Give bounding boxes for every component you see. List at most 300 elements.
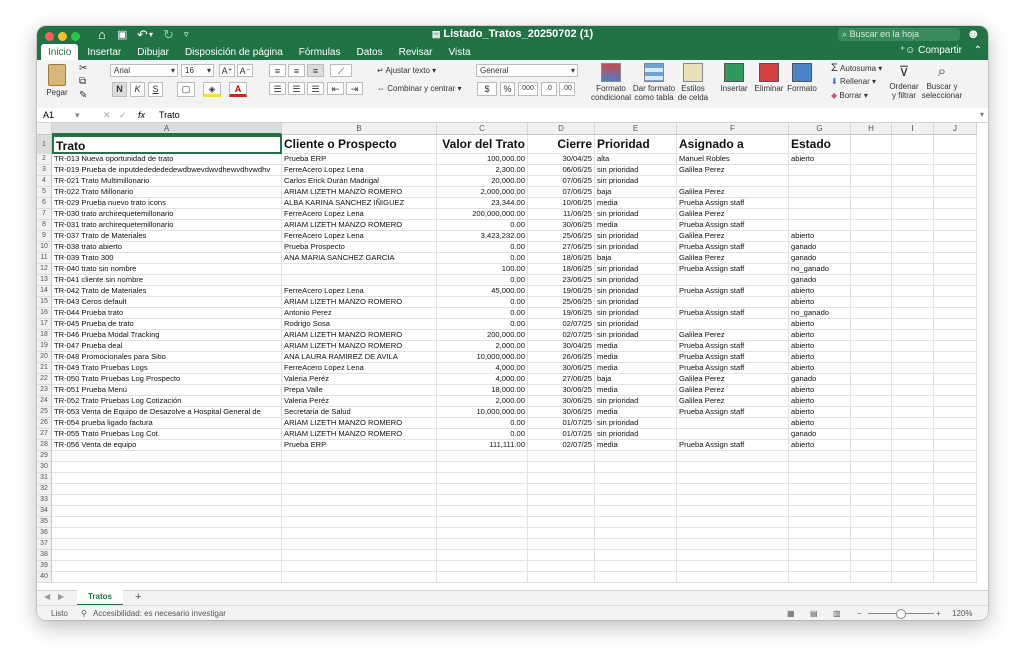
table-cell[interactable]: media: [595, 341, 677, 352]
table-cell[interactable]: abierto: [789, 396, 851, 407]
empty-cell[interactable]: [934, 572, 977, 583]
enter-icon[interactable]: ✓: [119, 110, 127, 120]
table-cell[interactable]: sin prioridad: [595, 231, 677, 242]
empty-cell[interactable]: [851, 187, 892, 198]
empty-cell[interactable]: [892, 220, 934, 231]
empty-cell[interactable]: [892, 198, 934, 209]
empty-cell[interactable]: [437, 550, 528, 561]
table-cell[interactable]: TR-037 Trato de Materiales: [52, 231, 282, 242]
empty-cell[interactable]: [52, 484, 282, 495]
empty-cell[interactable]: [851, 517, 892, 528]
row-header[interactable]: 38: [37, 550, 52, 561]
table-cell[interactable]: Galilea Perez: [677, 374, 789, 385]
table-cell[interactable]: [677, 319, 789, 330]
row-header[interactable]: 10: [37, 242, 52, 253]
fill-color-icon[interactable]: ◈: [203, 82, 221, 97]
empty-cell[interactable]: [437, 451, 528, 462]
empty-cell[interactable]: [789, 451, 851, 462]
table-cell[interactable]: 0.00: [437, 242, 528, 253]
table-cell[interactable]: [789, 209, 851, 220]
empty-cell[interactable]: [282, 550, 437, 561]
row-header[interactable]: 3: [37, 165, 52, 176]
empty-cell[interactable]: [851, 286, 892, 297]
row-header[interactable]: 28: [37, 440, 52, 451]
empty-cell[interactable]: [528, 462, 595, 473]
empty-cell[interactable]: [934, 363, 977, 374]
table-cell[interactable]: 10,000,000.00: [437, 352, 528, 363]
empty-cell[interactable]: [934, 308, 977, 319]
column-header-i[interactable]: I: [892, 123, 934, 135]
empty-cell[interactable]: [892, 363, 934, 374]
empty-cell[interactable]: [851, 275, 892, 286]
empty-cell[interactable]: [851, 539, 892, 550]
paste-button[interactable]: [43, 64, 71, 97]
table-cell[interactable]: [789, 165, 851, 176]
table-cell[interactable]: 0.00: [437, 220, 528, 231]
undo-icon[interactable]: ↶: [137, 27, 148, 42]
table-cell[interactable]: TR-053 Venta de Equipo de Desazolve a Hospital General de: [52, 407, 282, 418]
table-cell[interactable]: FerreAcero Lopez Lena: [282, 165, 437, 176]
table-cell[interactable]: TR-031 trato archirequetemillonario: [52, 220, 282, 231]
empty-cell[interactable]: [437, 572, 528, 583]
table-cell[interactable]: Galilea Perez: [677, 330, 789, 341]
table-cell[interactable]: 20,000.00: [437, 176, 528, 187]
empty-cell[interactable]: [437, 473, 528, 484]
table-cell[interactable]: 23/06/25: [528, 275, 595, 286]
table-cell[interactable]: media: [595, 198, 677, 209]
tab-fórmulas[interactable]: Fórmulas: [298, 47, 341, 58]
table-cell[interactable]: TR-030 trato archirequetemillonario: [52, 209, 282, 220]
table-cell[interactable]: sin prioridad: [595, 396, 677, 407]
table-cell[interactable]: baja: [595, 374, 677, 385]
tab-vista[interactable]: Vista: [448, 47, 471, 58]
row-header[interactable]: 37: [37, 539, 52, 550]
table-cell[interactable]: Prueba Assign staff: [677, 341, 789, 352]
table-cell[interactable]: 07/06/25: [528, 187, 595, 198]
empty-cell[interactable]: [437, 539, 528, 550]
column-header-f[interactable]: F: [677, 123, 789, 135]
formula-input[interactable]: Trato: [159, 110, 180, 120]
zoom-level[interactable]: 120%: [952, 609, 973, 618]
empty-cell[interactable]: [677, 517, 789, 528]
table-cell[interactable]: abierto: [789, 352, 851, 363]
delete-cells-button[interactable]: [752, 63, 786, 93]
row-header[interactable]: 5: [37, 187, 52, 198]
empty-cell[interactable]: [282, 528, 437, 539]
table-cell[interactable]: [677, 429, 789, 440]
empty-cell[interactable]: [528, 561, 595, 572]
empty-cell[interactable]: [892, 275, 934, 286]
table-cell[interactable]: sin prioridad: [595, 209, 677, 220]
row-header[interactable]: 20: [37, 352, 52, 363]
empty-cell[interactable]: [789, 528, 851, 539]
cell-styles-button[interactable]: [675, 63, 711, 102]
empty-cell[interactable]: [934, 264, 977, 275]
empty-cell[interactable]: [677, 528, 789, 539]
table-cell[interactable]: ganado: [789, 374, 851, 385]
table-cell[interactable]: 18/06/25: [528, 264, 595, 275]
row-header[interactable]: 30: [37, 462, 52, 473]
table-cell[interactable]: baja: [595, 253, 677, 264]
font-name-select[interactable]: Arial ▾: [110, 64, 178, 77]
font-size-select[interactable]: 16 ▾: [181, 64, 214, 77]
accessibility-status[interactable]: Accesibilidad: es necesario investigar: [93, 609, 226, 618]
table-cell[interactable]: FerreAcero Lopez Lena: [282, 286, 437, 297]
empty-cell[interactable]: [851, 341, 892, 352]
table-cell[interactable]: TR-044 Prueba trato: [52, 308, 282, 319]
table-cell[interactable]: 30/06/25: [528, 396, 595, 407]
empty-cell[interactable]: [789, 572, 851, 583]
empty-cell[interactable]: [934, 187, 977, 198]
table-cell[interactable]: TR-019 Prueba de inputdededededewdbwevdwvdhewvdhvwdhv: [52, 165, 282, 176]
table-cell[interactable]: TR-042 Trato de Materiales: [52, 286, 282, 297]
empty-cell[interactable]: [892, 253, 934, 264]
row-header[interactable]: 17: [37, 319, 52, 330]
increase-decimal-icon[interactable]: .0: [541, 82, 557, 96]
table-cell[interactable]: 0.00: [437, 275, 528, 286]
empty-cell[interactable]: [595, 462, 677, 473]
table-cell[interactable]: 30/06/25: [528, 385, 595, 396]
table-cell[interactable]: Prueba Assign staff: [677, 264, 789, 275]
table-cell[interactable]: Galilea Perez: [677, 165, 789, 176]
empty-cell[interactable]: [595, 451, 677, 462]
table-cell[interactable]: abierto: [789, 319, 851, 330]
empty-cell[interactable]: [52, 539, 282, 550]
insert-function-button[interactable]: fx: [138, 110, 146, 120]
table-cell[interactable]: TR-043 Ceros default: [52, 297, 282, 308]
table-cell[interactable]: ARIAM LIZETH MANZO ROMERO: [282, 187, 437, 198]
empty-cell[interactable]: [934, 462, 977, 473]
table-cell[interactable]: [789, 187, 851, 198]
table-cell[interactable]: [282, 275, 437, 286]
empty-cell[interactable]: [528, 506, 595, 517]
empty-cell[interactable]: [437, 517, 528, 528]
table-cell[interactable]: 2,000.00: [437, 341, 528, 352]
table-cell[interactable]: TR-045 Prueba de trato: [52, 319, 282, 330]
table-cell[interactable]: TR-039 Trato 300: [52, 253, 282, 264]
empty-cell[interactable]: [528, 528, 595, 539]
empty-cell[interactable]: [677, 572, 789, 583]
column-header-h[interactable]: H: [851, 123, 892, 135]
table-cell[interactable]: sin prioridad: [595, 429, 677, 440]
row-header[interactable]: 14: [37, 286, 52, 297]
tab-dibujar[interactable]: Dibujar: [137, 47, 169, 58]
table-cell[interactable]: Antonio Perez: [282, 308, 437, 319]
table-cell[interactable]: 02/07/25: [528, 330, 595, 341]
empty-cell[interactable]: [892, 429, 934, 440]
empty-cell[interactable]: [851, 165, 892, 176]
table-cell[interactable]: TR-047 Prueba deal: [52, 341, 282, 352]
name-box-dropdown-icon[interactable]: ▾: [75, 110, 80, 120]
empty-cell[interactable]: [892, 517, 934, 528]
table-cell[interactable]: FerreAcero Lopez Lena: [282, 209, 437, 220]
empty-cell[interactable]: [677, 484, 789, 495]
empty-cell[interactable]: [892, 440, 934, 451]
format-as-table-button[interactable]: [632, 63, 676, 102]
empty-cell[interactable]: [934, 561, 977, 572]
empty-cell[interactable]: [789, 539, 851, 550]
empty-cell[interactable]: [677, 550, 789, 561]
header-cell[interactable]: Prioridad: [595, 135, 677, 154]
cut-icon[interactable]: ✂: [79, 63, 88, 74]
table-cell[interactable]: 30/04/25: [528, 341, 595, 352]
format-cells-button[interactable]: [785, 63, 819, 93]
tab-disposición-de-página[interactable]: Disposición de página: [184, 47, 283, 58]
table-cell[interactable]: ARIAM LIZETH MANZO ROMERO: [282, 330, 437, 341]
row-header[interactable]: 18: [37, 330, 52, 341]
tab-inicio[interactable]: Inicio: [41, 44, 78, 62]
table-cell[interactable]: [789, 176, 851, 187]
empty-cell[interactable]: [851, 242, 892, 253]
empty-cell[interactable]: [892, 341, 934, 352]
table-cell[interactable]: 01/07/25: [528, 418, 595, 429]
empty-cell[interactable]: [789, 462, 851, 473]
table-cell[interactable]: 25/06/25: [528, 297, 595, 308]
empty-cell[interactable]: [789, 561, 851, 572]
table-cell[interactable]: Rodrigo Sosa: [282, 319, 437, 330]
row-header[interactable]: 13: [37, 275, 52, 286]
table-cell[interactable]: 30/06/25: [528, 407, 595, 418]
column-header-b[interactable]: B: [282, 123, 437, 135]
empty-cell[interactable]: [851, 154, 892, 165]
thousands-button[interactable]: 000: [518, 82, 538, 96]
table-cell[interactable]: 200,000,000.00: [437, 209, 528, 220]
format-painter-icon[interactable]: ✎: [79, 90, 88, 101]
conditional-format-button[interactable]: [589, 63, 633, 102]
empty-cell[interactable]: [851, 363, 892, 374]
table-cell[interactable]: TR-040 trato sin nombre: [52, 264, 282, 275]
empty-cell[interactable]: [892, 572, 934, 583]
table-cell[interactable]: [677, 176, 789, 187]
table-cell[interactable]: media: [595, 220, 677, 231]
empty-cell[interactable]: [892, 297, 934, 308]
empty-cell[interactable]: [528, 451, 595, 462]
table-cell[interactable]: TR-022 Trato Millonario: [52, 187, 282, 198]
insert-cells-button[interactable]: [717, 63, 751, 93]
empty-cell[interactable]: [789, 517, 851, 528]
table-cell[interactable]: FerreAcero Lopez Lena: [282, 231, 437, 242]
empty-cell[interactable]: [851, 484, 892, 495]
table-cell[interactable]: baja: [595, 187, 677, 198]
table-cell[interactable]: abierto: [789, 231, 851, 242]
empty-cell[interactable]: [934, 253, 977, 264]
empty-cell[interactable]: [892, 242, 934, 253]
table-cell[interactable]: TR-054 prueba ligado factura: [52, 418, 282, 429]
empty-cell[interactable]: [528, 495, 595, 506]
empty-cell[interactable]: [892, 135, 934, 154]
empty-cell[interactable]: [934, 176, 977, 187]
empty-cell[interactable]: [934, 495, 977, 506]
wrap-text-button[interactable]: ↵ Ajustar texto ▾: [377, 66, 437, 75]
empty-cell[interactable]: [892, 451, 934, 462]
italic-button[interactable]: K: [130, 82, 145, 97]
row-header[interactable]: 8: [37, 220, 52, 231]
table-cell[interactable]: TR-049 Trato Pruebas Logs: [52, 363, 282, 374]
align-center-icon[interactable]: ☰: [288, 82, 305, 95]
increase-indent-icon[interactable]: ⇥: [346, 82, 363, 95]
empty-cell[interactable]: [934, 473, 977, 484]
empty-cell[interactable]: [528, 517, 595, 528]
empty-cell[interactable]: [934, 198, 977, 209]
row-header[interactable]: 25: [37, 407, 52, 418]
percent-button[interactable]: %: [500, 82, 515, 96]
table-cell[interactable]: ganado: [789, 253, 851, 264]
search-input[interactable]: [838, 28, 960, 41]
empty-cell[interactable]: [282, 484, 437, 495]
expand-formula-icon[interactable]: ▾: [979, 110, 984, 119]
empty-cell[interactable]: [677, 561, 789, 572]
table-cell[interactable]: abierto: [789, 407, 851, 418]
table-cell[interactable]: media: [595, 385, 677, 396]
empty-cell[interactable]: [892, 308, 934, 319]
table-cell[interactable]: ARIAM LIZETH MANZO ROMERO: [282, 297, 437, 308]
empty-cell[interactable]: [934, 418, 977, 429]
table-cell[interactable]: TR-056 Venta de equipo: [52, 440, 282, 451]
table-cell[interactable]: TR-021 Trato Multimillonario: [52, 176, 282, 187]
table-cell[interactable]: sin prioridad: [595, 176, 677, 187]
row-header[interactable]: 2: [37, 154, 52, 165]
row-header[interactable]: 33: [37, 495, 52, 506]
table-cell[interactable]: TR-052 Trato Pruebas Log Cotización: [52, 396, 282, 407]
column-header-a[interactable]: A: [52, 123, 282, 135]
empty-cell[interactable]: [892, 396, 934, 407]
empty-cell[interactable]: [934, 550, 977, 561]
empty-cell[interactable]: [934, 341, 977, 352]
table-cell[interactable]: 25/06/25: [528, 231, 595, 242]
table-cell[interactable]: no_ganado: [789, 308, 851, 319]
zoom-out-icon[interactable]: −: [857, 609, 862, 618]
empty-cell[interactable]: [282, 451, 437, 462]
table-cell[interactable]: TR-051 Prueba Menú: [52, 385, 282, 396]
table-cell[interactable]: Secretaria de Salud: [282, 407, 437, 418]
empty-cell[interactable]: [934, 231, 977, 242]
redo-icon[interactable]: ↻: [163, 27, 174, 42]
empty-cell[interactable]: [934, 484, 977, 495]
empty-cell[interactable]: [934, 374, 977, 385]
empty-cell[interactable]: [892, 561, 934, 572]
table-cell[interactable]: [677, 275, 789, 286]
sheet-tab-tratos[interactable]: Tratos: [77, 590, 123, 606]
header-cell[interactable]: Estado: [789, 135, 851, 154]
empty-cell[interactable]: [851, 385, 892, 396]
empty-cell[interactable]: [934, 220, 977, 231]
row-header[interactable]: 31: [37, 473, 52, 484]
empty-cell[interactable]: [677, 539, 789, 550]
row-header[interactable]: 24: [37, 396, 52, 407]
empty-cell[interactable]: [892, 187, 934, 198]
table-cell[interactable]: Valeria Peréz: [282, 374, 437, 385]
row-header[interactable]: 7: [37, 209, 52, 220]
table-cell[interactable]: TR-041 cliente sin nombre: [52, 275, 282, 286]
table-cell[interactable]: abierto: [789, 385, 851, 396]
row-header[interactable]: 4: [37, 176, 52, 187]
table-cell[interactable]: 2,000,000.00: [437, 187, 528, 198]
empty-cell[interactable]: [282, 506, 437, 517]
table-cell[interactable]: 0.00: [437, 297, 528, 308]
empty-cell[interactable]: [934, 506, 977, 517]
table-cell[interactable]: ARIAM LIZETH MANZO ROMERO: [282, 429, 437, 440]
table-cell[interactable]: abierto: [789, 363, 851, 374]
empty-cell[interactable]: [52, 462, 282, 473]
sort-filter-button[interactable]: [889, 63, 919, 100]
empty-cell[interactable]: [52, 550, 282, 561]
table-cell[interactable]: 200,000.00: [437, 330, 528, 341]
row-header[interactable]: 12: [37, 264, 52, 275]
zoom-in-icon[interactable]: +: [936, 609, 941, 618]
empty-cell[interactable]: [934, 440, 977, 451]
table-cell[interactable]: Prueba Assign staff: [677, 352, 789, 363]
table-cell[interactable]: sin prioridad: [595, 264, 677, 275]
empty-cell[interactable]: [934, 154, 977, 165]
empty-cell[interactable]: [851, 198, 892, 209]
empty-cell[interactable]: [595, 484, 677, 495]
empty-cell[interactable]: [851, 396, 892, 407]
table-cell[interactable]: sin prioridad: [595, 297, 677, 308]
table-cell[interactable]: ANA MARIA SANCHEZ GARCIA: [282, 253, 437, 264]
empty-cell[interactable]: [789, 484, 851, 495]
add-sheet-button[interactable]: +: [135, 591, 142, 603]
empty-cell[interactable]: [851, 429, 892, 440]
empty-cell[interactable]: [851, 135, 892, 154]
row-header[interactable]: 21: [37, 363, 52, 374]
bold-button[interactable]: N: [112, 82, 127, 97]
table-cell[interactable]: sin prioridad: [595, 418, 677, 429]
table-cell[interactable]: 0.00: [437, 418, 528, 429]
table-cell[interactable]: sin prioridad: [595, 330, 677, 341]
row-header[interactable]: 32: [37, 484, 52, 495]
row-header[interactable]: 9: [37, 231, 52, 242]
table-cell[interactable]: Galilea Perez: [677, 231, 789, 242]
empty-cell[interactable]: [677, 506, 789, 517]
empty-cell[interactable]: [934, 517, 977, 528]
table-cell[interactable]: ARIAM LIZETH MANZO ROMERO: [282, 341, 437, 352]
table-cell[interactable]: 4,000.00: [437, 363, 528, 374]
table-cell[interactable]: 06/06/25: [528, 165, 595, 176]
empty-cell[interactable]: [677, 495, 789, 506]
table-cell[interactable]: abierto: [789, 341, 851, 352]
align-left-icon[interactable]: ☰: [269, 82, 286, 95]
borders-icon[interactable]: ▢: [177, 82, 195, 97]
empty-cell[interactable]: [892, 462, 934, 473]
empty-cell[interactable]: [892, 550, 934, 561]
table-cell[interactable]: 02/07/25: [528, 319, 595, 330]
table-cell[interactable]: [677, 297, 789, 308]
empty-cell[interactable]: [851, 253, 892, 264]
orientation-icon[interactable]: ⟋: [330, 64, 352, 77]
empty-cell[interactable]: [892, 473, 934, 484]
empty-cell[interactable]: [595, 550, 677, 561]
table-cell[interactable]: ANA LAURA RAMIREZ DE AVILA: [282, 352, 437, 363]
table-cell[interactable]: media: [595, 440, 677, 451]
empty-cell[interactable]: [437, 462, 528, 473]
underline-button[interactable]: S: [148, 82, 163, 97]
undo-dropdown-icon[interactable]: ▾: [149, 30, 154, 39]
row-header[interactable]: 23: [37, 385, 52, 396]
empty-cell[interactable]: [892, 407, 934, 418]
empty-cell[interactable]: [934, 286, 977, 297]
table-cell[interactable]: media: [595, 352, 677, 363]
table-cell[interactable]: 18/06/25: [528, 253, 595, 264]
merge-center-button[interactable]: ⇔ Combinar y centrar ▾: [377, 84, 462, 93]
empty-cell[interactable]: [934, 275, 977, 286]
empty-cell[interactable]: [282, 462, 437, 473]
align-right-icon[interactable]: ☰: [307, 82, 324, 95]
currency-button[interactable]: $: [477, 82, 497, 96]
row-header[interactable]: 15: [37, 297, 52, 308]
header-cell[interactable]: Trato: [52, 135, 282, 154]
empty-cell[interactable]: [282, 517, 437, 528]
align-bottom-icon[interactable]: ≡: [307, 64, 324, 77]
